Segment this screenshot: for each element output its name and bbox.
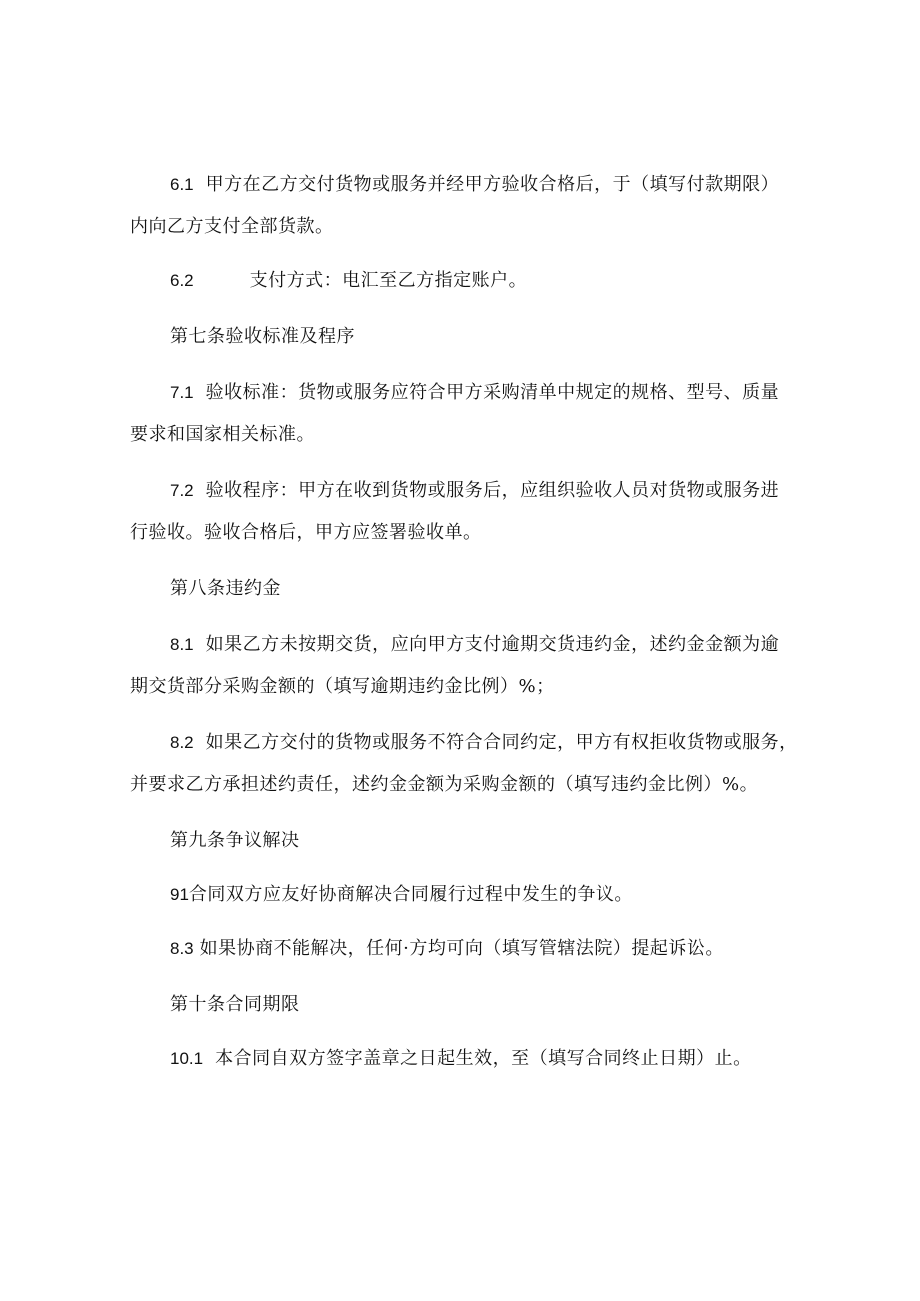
clause-8-2-line-2: 并要求乙方承担述约责任，述约金金额为采购金额的（填写违约金比例）%。 [130, 774, 759, 795]
clause-number: 10.1 [170, 1049, 204, 1068]
clause-8-1-line-2: 期交货部分采购金额的（填写逾期违约金比例）%； [130, 676, 555, 697]
clause-8-3 [170, 936, 724, 962]
clause-number: 8.3 [170, 939, 194, 958]
clause-text: 合同双方应友好协商解决合同履行过程中发生的争议。 [188, 884, 633, 905]
article-10-heading: 第十条合同期限 [170, 994, 300, 1015]
clause-7-1-line-1 [170, 380, 779, 406]
article-7-heading: 第七条验收标准及程序 [170, 326, 355, 347]
clause-8-1-line-1 [170, 632, 779, 658]
clause-text: 如果协商不能解决，任何·方均可向（填写管辖法院）提起诉讼。 [199, 938, 724, 959]
clause-number: 6.1 [170, 175, 194, 194]
clause-8-2-line-1 [170, 730, 798, 756]
clause-text: 验收程序：甲方在收到货物或服务后，应组织验收人员对货物或服务进 [205, 480, 780, 501]
clause-9-1 [170, 882, 633, 908]
clause-7-1-line-2: 要求和国家相关标准。 [130, 424, 315, 445]
clause-10-1 [170, 1046, 752, 1072]
clause-text: 本合同自双方签字盖章之日起生效，至（填写合同终止日期）止。 [215, 1048, 752, 1069]
article-8-heading: 第八条违约金 [170, 578, 281, 599]
clause-6-2 [170, 268, 527, 294]
clause-number: 8.1 [170, 635, 194, 654]
article-9-heading: 第九条争议解决 [170, 830, 300, 851]
clause-number: 8.2 [170, 733, 194, 752]
clause-text: 甲方在乙方交付货物或服务并经甲方验收合格后，于（填写付款期限） [205, 174, 780, 195]
clause-text: 支付方式：电汇至乙方指定账户。 [249, 270, 528, 291]
clause-number: 6.2 [170, 271, 194, 290]
clause-text: 验收标准：货物或服务应符合甲方采购清单中规定的规格、型号、质量 [205, 382, 780, 403]
clause-text: 如果乙方未按期交货，应向甲方支付逾期交货违约金，述约金金额为逾 [205, 634, 780, 655]
clause-number: 7.1 [170, 383, 194, 402]
clause-6-1-line-2: 内向乙方支付全部货款。 [130, 216, 334, 237]
clause-number: 91 [170, 885, 189, 904]
clause-6-1-line-1 [170, 172, 779, 198]
clause-text: 如果乙方交付的货物或服务不符合合同约定，甲方有权拒收货物或服务， [205, 732, 798, 753]
clause-7-2-line-2: 行验收。验收合格后，甲方应签署验收单。 [130, 522, 482, 543]
clause-number: 7.2 [170, 481, 194, 500]
clause-7-2-line-1 [170, 478, 779, 504]
